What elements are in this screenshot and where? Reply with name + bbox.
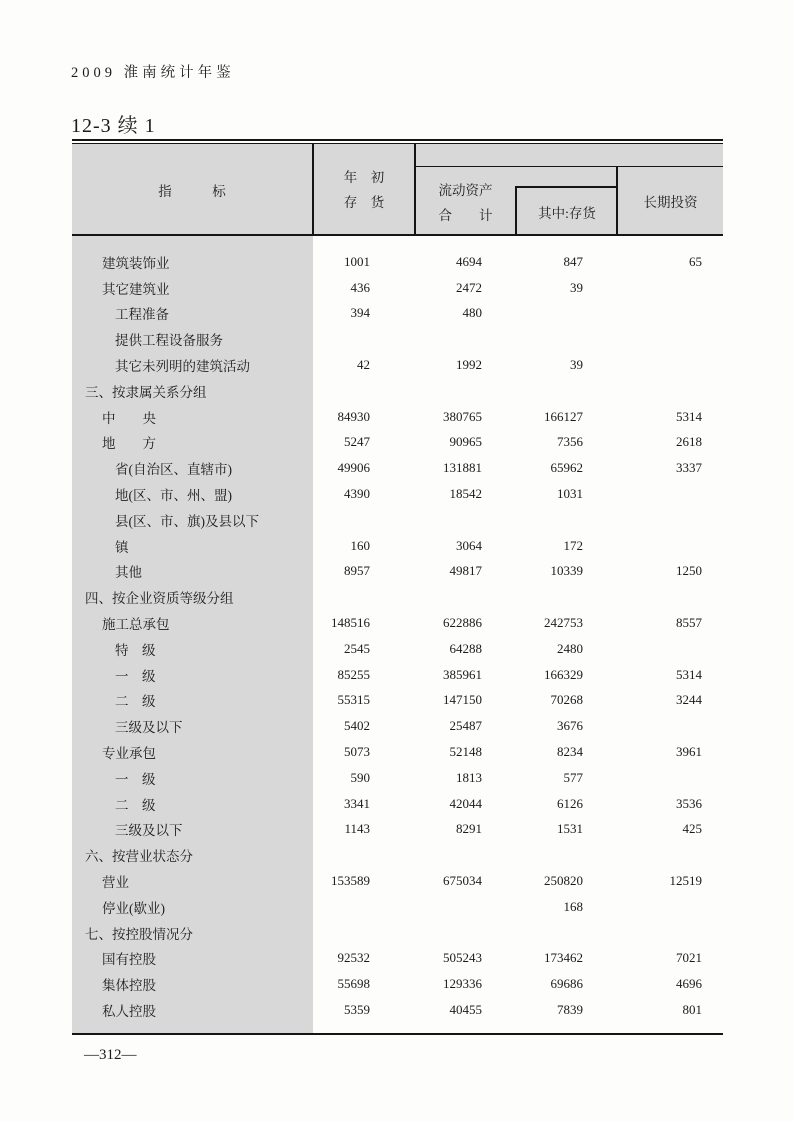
row-label: 停业(歇业) <box>102 900 165 916</box>
cell-value: 160 <box>350 537 370 553</box>
cell-value: 40455 <box>449 1002 482 1017</box>
table-row <box>72 946 723 972</box>
row-label: 中 央 <box>102 410 156 426</box>
cell-value: 5073 <box>344 744 370 760</box>
table-row <box>72 326 723 352</box>
table-row <box>72 430 723 456</box>
cell-value: 4694 <box>456 253 482 269</box>
cell-value: 49817 <box>449 563 482 579</box>
row-label: 其它未列明的建筑活动 <box>115 359 250 375</box>
cell-value: 250820 <box>544 873 583 889</box>
cell-value: 166127 <box>544 408 583 424</box>
cell-value: 622886 <box>443 615 482 631</box>
cell-value: 8291 <box>456 821 482 837</box>
cell-value: 64288 <box>449 640 482 656</box>
statistics-table <box>72 139 723 1035</box>
row-label: 一 级 <box>115 771 156 787</box>
table-row <box>72 352 723 378</box>
cell-value: 3961 <box>676 744 702 760</box>
table-row <box>72 275 723 301</box>
cell-value: 5247 <box>344 434 370 450</box>
row-label: 施工总承包 <box>102 617 170 633</box>
cell-value: 173462 <box>544 950 583 966</box>
row-label: 专业承包 <box>102 746 156 762</box>
cell-value: 7021 <box>676 950 702 966</box>
cell-value: 148516 <box>331 615 370 631</box>
table-row <box>72 249 723 275</box>
section-label: 六、按营业状态分 <box>85 849 193 865</box>
cell-value: 4390 <box>344 486 370 502</box>
row-label: 特 级 <box>115 642 156 658</box>
header-beginning-inventory-line2: 存 货 <box>343 195 385 210</box>
row-label: 一 级 <box>115 668 156 684</box>
cell-value: 25487 <box>449 718 482 734</box>
row-label: 地(区、市、州、盟) <box>115 488 232 504</box>
header-indicator: 指 标 <box>158 184 226 199</box>
cell-value: 172 <box>563 537 583 553</box>
cell-value: 52148 <box>449 744 482 760</box>
table-row <box>72 404 723 430</box>
cell-value: 70268 <box>550 692 583 708</box>
cell-value: 590 <box>350 769 370 785</box>
cell-value: 480 <box>462 305 482 321</box>
row-label: 镇 <box>115 539 129 555</box>
row-label: 集体控股 <box>102 978 156 994</box>
header-beginning-inventory-line1: 年 初 <box>343 170 385 185</box>
cell-value: 92532 <box>337 950 370 966</box>
cell-value: 12519 <box>669 873 702 889</box>
cell-value: 1813 <box>456 769 482 785</box>
row-label: 建筑装饰业 <box>102 255 170 271</box>
table-row <box>72 378 723 404</box>
row-label: 二 级 <box>115 694 156 710</box>
header-beginning-inventory <box>314 144 414 236</box>
table-row <box>72 920 723 946</box>
cell-value: 168 <box>563 898 583 914</box>
table-row <box>72 868 723 894</box>
row-label: 提供工程设备服务 <box>115 333 223 349</box>
cell-value: 1992 <box>456 357 482 373</box>
table-body <box>72 236 723 1035</box>
cell-value: 380765 <box>443 408 482 424</box>
cell-value: 1250 <box>676 563 702 579</box>
table-row <box>72 507 723 533</box>
cell-value: 425 <box>682 821 702 837</box>
row-label: 其它建筑业 <box>102 281 170 297</box>
cell-value: 801 <box>682 1002 702 1017</box>
cell-value: 436 <box>350 279 370 295</box>
cell-value: 65 <box>689 253 702 269</box>
cell-value: 3337 <box>676 460 702 476</box>
table-row <box>72 584 723 610</box>
row-label: 营业 <box>102 875 129 891</box>
table-row <box>72 455 723 481</box>
cell-value: 6126 <box>557 795 583 811</box>
cell-value: 129336 <box>443 976 482 992</box>
cell-value: 8234 <box>557 744 583 760</box>
table-row <box>72 301 723 327</box>
cell-value: 55315 <box>337 692 370 708</box>
cell-value: 65962 <box>550 460 583 476</box>
cell-value: 8957 <box>344 563 370 579</box>
row-label: 省(自治区、直辖市) <box>115 462 232 478</box>
cell-value: 3341 <box>344 795 370 811</box>
table-row <box>72 791 723 817</box>
cell-value: 5402 <box>344 718 370 734</box>
header-long-term-investment: 长期投资 <box>643 195 698 210</box>
header-current-assets-total <box>416 170 515 236</box>
section-label: 四、按企业资质等级分组 <box>85 591 234 607</box>
table-row <box>72 610 723 636</box>
section-label: 七、按控股情况分 <box>85 926 193 942</box>
cell-value: 3244 <box>676 692 702 708</box>
cell-value: 42044 <box>449 795 482 811</box>
table-row <box>72 894 723 920</box>
cell-value: 166329 <box>544 666 583 682</box>
book-title: 2009 淮南统计年鉴 <box>71 65 235 81</box>
cell-value: 3064 <box>456 537 482 553</box>
cell-value: 10339 <box>550 563 583 579</box>
cell-value: 847 <box>563 253 583 269</box>
cell-value: 153589 <box>331 873 370 889</box>
cell-value: 39 <box>570 279 583 295</box>
cell-value: 49906 <box>337 460 370 476</box>
table-row <box>72 817 723 843</box>
cell-value: 2472 <box>456 279 482 295</box>
table-row <box>72 971 723 997</box>
row-label: 私人控股 <box>102 1004 156 1019</box>
table-row <box>72 713 723 739</box>
cell-value: 90965 <box>449 434 482 450</box>
cell-value: 675034 <box>443 873 482 889</box>
cell-value: 8557 <box>676 615 702 631</box>
row-label: 二 级 <box>115 797 156 813</box>
cell-value: 577 <box>563 769 583 785</box>
cell-value: 7356 <box>557 434 583 450</box>
row-label: 地 方 <box>102 436 156 452</box>
row-label: 其他 <box>115 565 142 581</box>
table-header <box>72 144 723 236</box>
table-title: 12-3 续 1 <box>71 115 156 137</box>
table-row <box>72 688 723 714</box>
cell-value: 2545 <box>344 640 370 656</box>
cell-value: 131881 <box>443 460 482 476</box>
table-row <box>72 765 723 791</box>
cell-value: 5314 <box>676 666 702 682</box>
cell-value: 505243 <box>443 950 482 966</box>
cell-value: 3536 <box>676 795 702 811</box>
header-current-assets-line1: 流动资产 <box>438 183 493 198</box>
cell-value: 85255 <box>337 666 370 682</box>
cell-value: 69686 <box>550 976 583 992</box>
cell-value: 7839 <box>557 1002 583 1017</box>
section-label: 三、按隶属关系分组 <box>85 384 207 400</box>
cell-value: 394 <box>350 305 370 321</box>
header-of-which-inventory: 其中:存货 <box>538 206 596 221</box>
cell-value: 84930 <box>337 408 370 424</box>
cell-value: 2618 <box>676 434 702 450</box>
header-current-assets-line2: 合 计 <box>438 208 493 223</box>
cell-value: 385961 <box>443 666 482 682</box>
cell-value: 5359 <box>344 1002 370 1017</box>
row-label: 国有控股 <box>102 952 156 968</box>
row-label: 县(区、市、旗)及县以下 <box>115 513 259 529</box>
cell-value: 1143 <box>344 821 370 837</box>
cell-value: 42 <box>357 357 370 373</box>
cell-value: 2480 <box>557 640 583 656</box>
page-number: —312— <box>84 1047 137 1063</box>
cell-value: 3676 <box>557 718 583 734</box>
cell-value: 1001 <box>344 253 370 269</box>
cell-value: 18542 <box>449 486 482 502</box>
cell-value: 242753 <box>544 615 583 631</box>
cell-value: 1031 <box>557 486 583 502</box>
table-row <box>72 533 723 559</box>
table-row <box>72 481 723 507</box>
table-row <box>72 997 723 1023</box>
cell-value: 147150 <box>443 692 482 708</box>
row-label: 三级及以下 <box>115 720 183 736</box>
table-row <box>72 636 723 662</box>
cell-value: 1531 <box>557 821 583 837</box>
table-row <box>72 559 723 585</box>
cell-value: 55698 <box>337 976 370 992</box>
table-row <box>72 662 723 688</box>
row-label: 三级及以下 <box>115 823 183 839</box>
table-row <box>72 739 723 765</box>
table-row <box>72 842 723 868</box>
cell-value: 5314 <box>676 408 702 424</box>
cell-value: 39 <box>570 357 583 373</box>
row-label: 工程准备 <box>115 307 169 323</box>
cell-value: 4696 <box>676 976 702 992</box>
